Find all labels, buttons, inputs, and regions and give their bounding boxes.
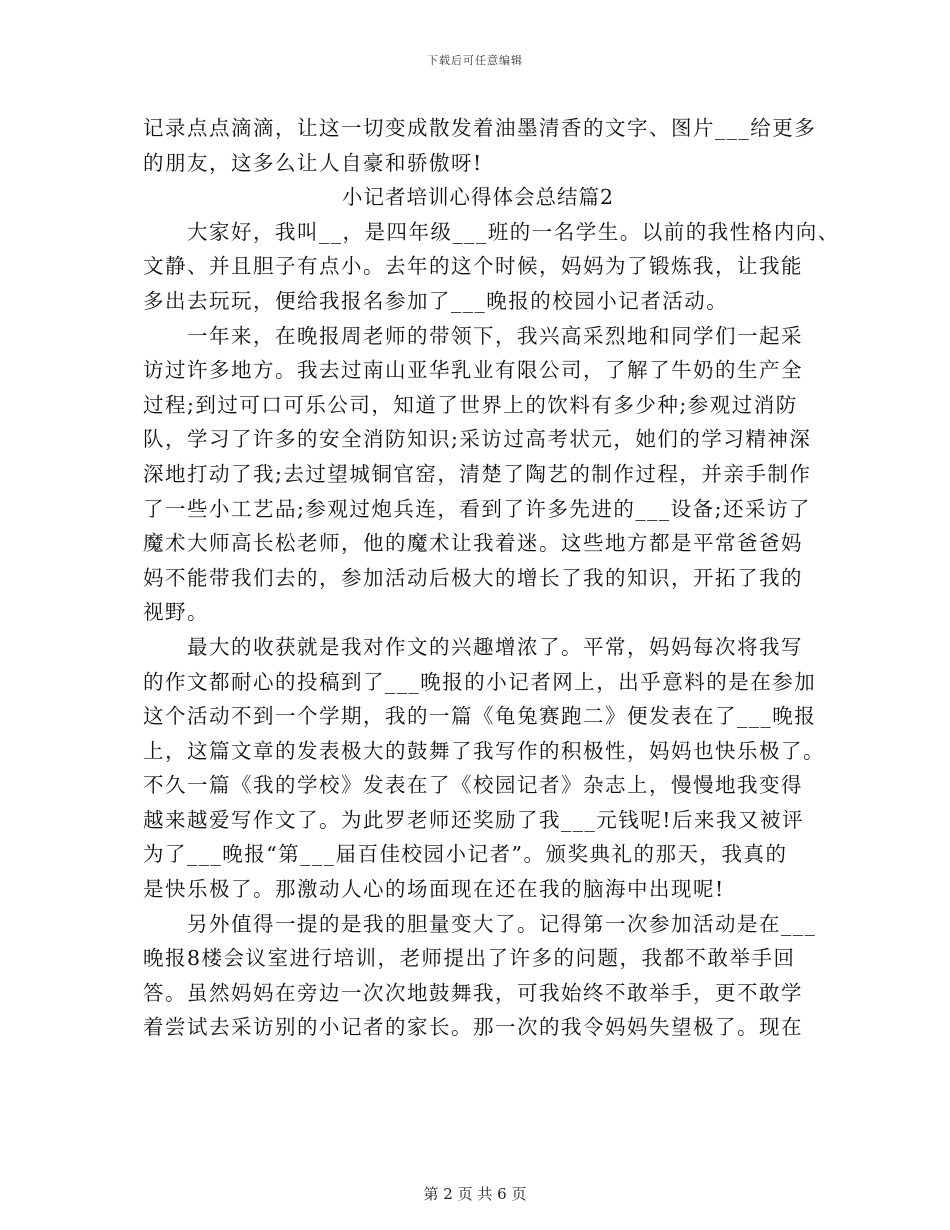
document-body xyxy=(143,111,840,1045)
text-line: 魔术大师高长松老师，他的魔术让我着迷。这些地方都是平常爸爸妈 xyxy=(143,531,803,556)
text-line: 上，这篇文章的发表极大的鼓舞了我写作的积极性，妈妈也快乐极了。 xyxy=(143,738,825,763)
paragraph-first-line: 最大的收获就是我对作文的兴趣增浓了。平常，妈妈每次将我写 xyxy=(187,634,803,659)
text-line: 文静、并且胆子有点小。去年的这个时候，妈妈为了锻炼我，让我能 xyxy=(143,254,803,279)
text-line: 了一些小工艺品;参观过炮兵连，看到了许多先进的___设备;还采访了 xyxy=(143,496,812,521)
text-line: 是快乐极了。那激动人心的场面现在还在我的脑海中出现呢! xyxy=(143,877,725,902)
text-line: 记录点点滴滴，让这一切变成散发着油墨清香的文字、图片___给更多 xyxy=(143,116,817,140)
text-line: 越来越爱写作文了。为此罗老师还奖励了我___元钱呢!后来我又被评 xyxy=(143,807,804,832)
text-line: 的朋友，这多么让人自豪和骄傲呀! xyxy=(143,150,483,175)
text-line: 深地打动了我;去过望城铜官窑，清楚了陶艺的制作过程，并亲手制作 xyxy=(143,461,812,486)
text-line: 答。虽然妈妈在旁边一次次地鼓舞我，可我始终不敢举手，更不敢学 xyxy=(143,980,803,1005)
text-line: 着尝试去采访别的小记者的家长。那一次的我令妈妈失望极了。现在 xyxy=(143,1015,803,1040)
text-line: 不久一篇《我的学校》发表在了《校园记者》杂志上，慢慢地我变得 xyxy=(143,773,803,798)
text-line: 妈不能带我们去的，参加活动后极大的增长了我的知识，开拓了我的 xyxy=(143,565,803,590)
text-line: 为了___晚报“第___届百佳校园小记者”。颁奖典礼的那天，我真的 xyxy=(143,842,788,867)
paragraph-first-line: 另外值得一提的是我的胆量变大了。记得第一次参加活动是在___ xyxy=(187,911,817,936)
text-line: 视野。 xyxy=(143,600,209,625)
text-line: 的作文都耐心的投稿到了___晚报的小记者网上，出乎意料的是在参加 xyxy=(143,669,817,694)
section-title: 小记者培训心得体会总结篇2 xyxy=(341,185,615,210)
paragraph-first-line: 大家好，我叫__，是四年级___班的一名学生。以前的我性格内向、 xyxy=(187,219,840,244)
text-line: 队，学习了许多的安全消防知识;采访过高考状元，她们的学习精神深 xyxy=(143,427,812,452)
paragraph-first-line: 一年来，在晚报周老师的带领下，我兴高采烈地和同学们一起采 xyxy=(187,323,803,348)
text-line: 过程;到过可口可乐公司，知道了世界上的饮料有多少种;参观过消防 xyxy=(143,392,798,417)
text-line: 晚报8楼会议室进行培训，老师提出了许多的问题，我都不敢举手回 xyxy=(143,946,796,971)
text-line: 多出去玩玩，便给我报名参加了___晚报的校园小记者活动。 xyxy=(143,288,729,313)
text-line: 这个活动不到一个学期，我的一篇《龟兔赛跑二》便发表在了___晚报 xyxy=(143,704,817,729)
text-line: 访过许多地方。我去过南山亚华乳业有限公司，了解了牛奶的生产全 xyxy=(143,358,803,383)
page-header: 下载后可任意编辑 xyxy=(427,54,523,67)
page-footer: 第 2 页 共 6 页 xyxy=(423,1185,527,1203)
